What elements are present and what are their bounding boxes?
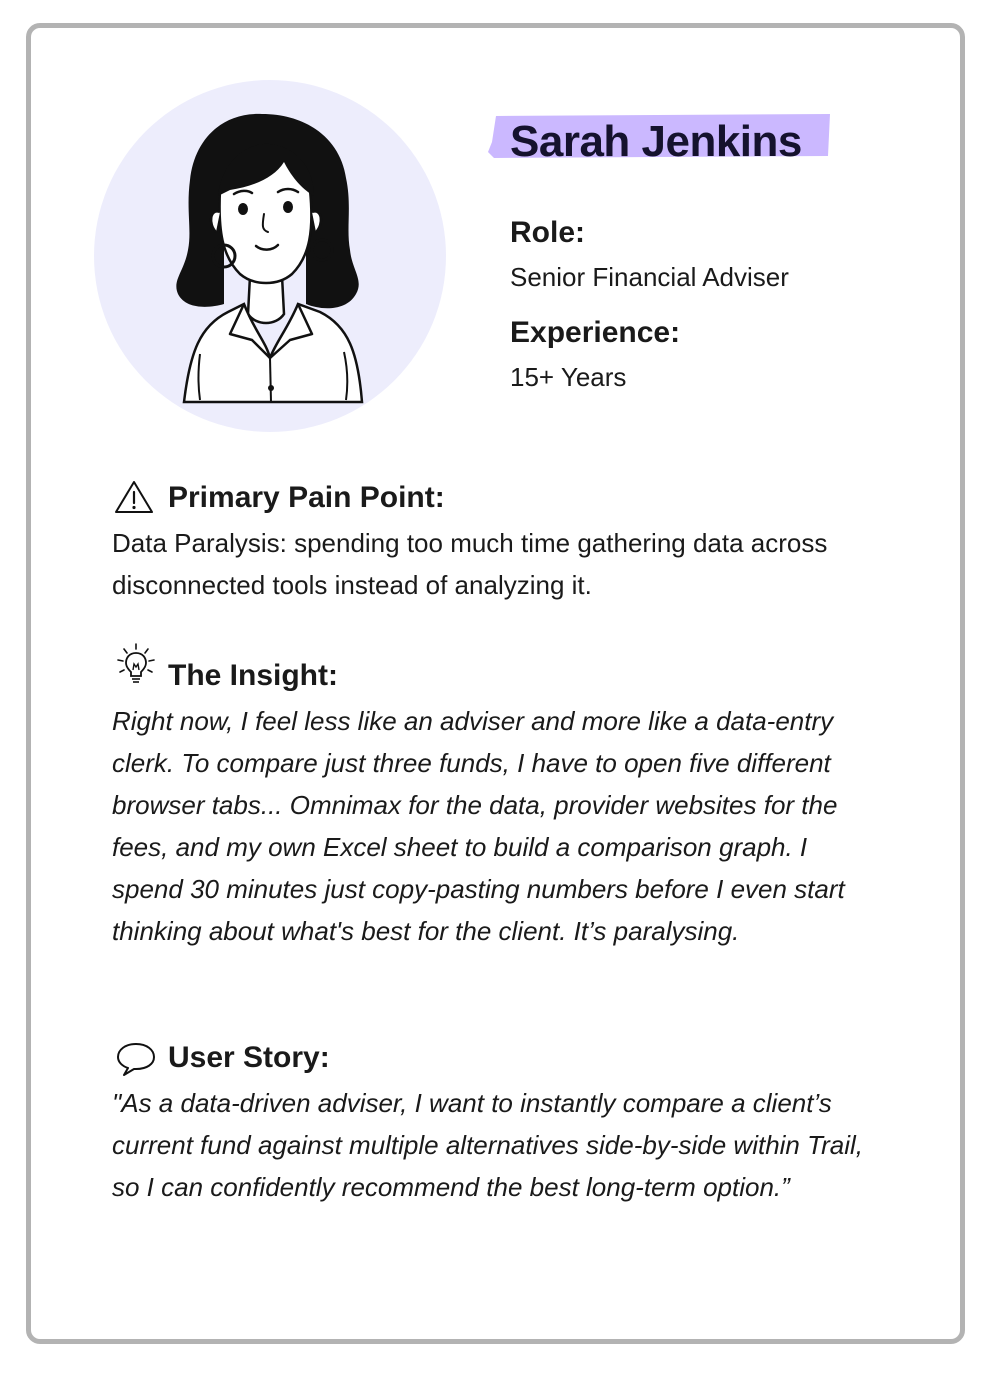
user-story-heading — [114, 1038, 330, 1078]
user-story-title: User Story: — [168, 1041, 330, 1074]
role-label: Role: — [510, 216, 585, 249]
speech-bubble-icon — [114, 1038, 158, 1078]
pain-point-title: Primary Pain Point: — [168, 481, 445, 514]
user-story-body: "As a data-driven adviser, I want to instantly compare a client’s current fund against multiple alternatives side-by-side within Trail, so I can confidently recommend the best long-term option.” — [112, 1088, 863, 1202]
insight-body: Right now, I feel less like an adviser and more like a data-entry clerk. To compare just three funds, I have to open five different browser tabs... Omnimax for the data, provider websites for the fees, and my own Excel sheet to build a comparison graph. I spend 30 minutes just copy-pasting numbers before I even start thinking about what's best for the client. It’s paralysing. — [112, 706, 845, 946]
warning-triangle-icon — [114, 478, 158, 518]
experience-label: Experience: — [510, 316, 681, 349]
woman-portrait-illustration — [94, 80, 446, 432]
experience-value: 15+ Years — [510, 362, 627, 392]
insight-title: The Insight: — [168, 659, 338, 692]
avatar — [94, 80, 446, 432]
lightbulb-icon — [114, 656, 158, 696]
persona-name: Sarah Jenkins — [510, 117, 802, 166]
name-block — [488, 112, 833, 166]
pain-point-heading — [114, 478, 445, 518]
role-value: Senior Financial Adviser — [510, 262, 789, 292]
pain-point-body: Data Paralysis: spending too much time gathering data across disconnected tools instead of analyzing it. — [112, 528, 828, 600]
insight-heading — [114, 656, 338, 696]
